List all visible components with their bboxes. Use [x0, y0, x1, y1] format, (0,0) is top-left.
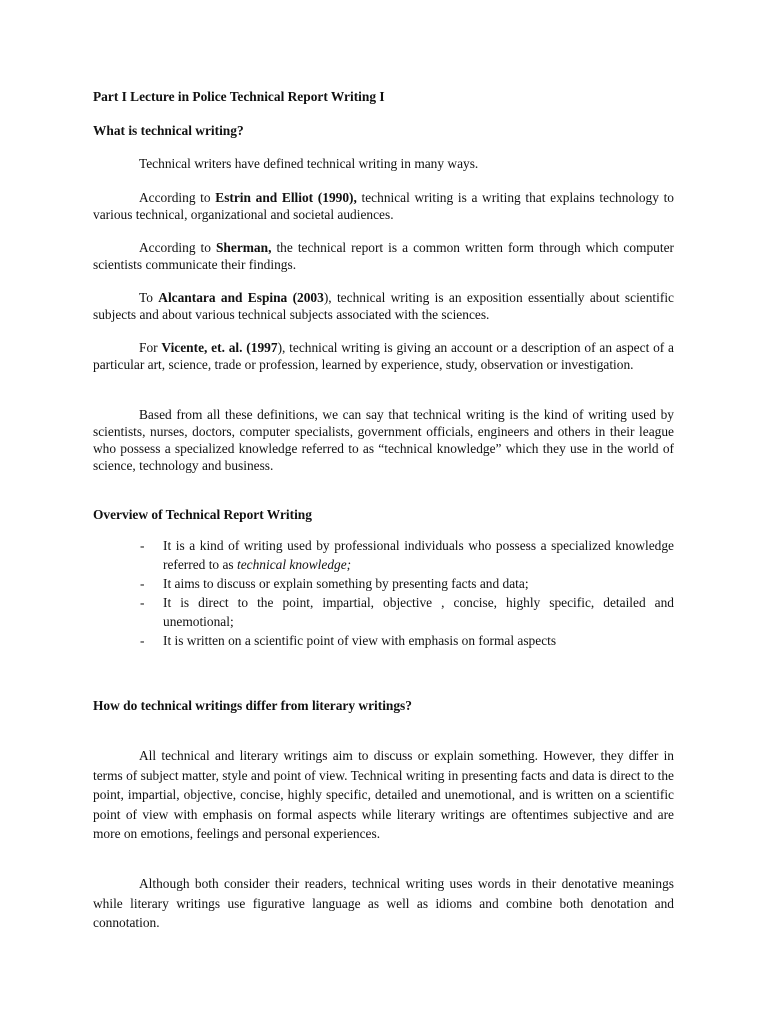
list-item: - It is written on a scientific point of view with emphasis on formal aspects: [140, 633, 557, 648]
section-heading-what-is-technical-writing: What is technical writing?: [93, 123, 244, 138]
definition-alcantara-espina: To Alcantara and Espina (2003), technical writing is an exposition essentially about scientific subjects and about various technical subjects associated with the sciences.: [93, 290, 674, 322]
list-item: - It is direct to the point, impartial, objective , concise, highly specific, detailed and unemotional;: [140, 595, 674, 629]
dash-marker: -: [140, 538, 145, 553]
citation-alcantara-espina: Alcantara and Espina (2003: [158, 290, 324, 305]
readers-paragraph: Although both consider their readers, technical writing uses words in their denotative meanings while literary writings use figurative language as well as idioms and combine both denotation and connotation.: [93, 876, 674, 930]
section-heading-overview: Overview of Technical Report Writing: [93, 507, 312, 522]
definition-sherman: According to Sherman, the technical report is a common written form through which computer scientists communicate their findings.: [93, 240, 674, 272]
dash-marker: -: [140, 576, 145, 591]
list-item: - It is a kind of writing used by professional individuals who possess a specialized knowledge referred to as technical knowledge;: [140, 538, 674, 572]
list-item: - It aims to discuss or explain something by presenting facts and data;: [140, 576, 529, 591]
citation-estrin-elliot: Estrin and Elliot (1990),: [215, 190, 357, 205]
dash-marker: -: [140, 633, 145, 648]
definition-estrin-elliot: According to Estrin and Elliot (1990), technical writing is a writing that explains technology to various technical, organizational and societal audiences.: [93, 190, 675, 222]
summary-paragraph: Based from all these definitions, we can say that technical writing is the kind of writing used by scientists, nurses, doctors, computer specialists, government officials, engineers and others in their league who possess a specialized knowledge referred to as “technical knowledge” which they use in the world of science, technology and business.: [93, 407, 674, 473]
definition-vicente: For Vicente, et. al. (1997), technical writing is giving an account or a description of an aspect of a particular art, science, trade or profession, learned by experience, study, observation or investigation.: [93, 340, 674, 372]
section-heading-differences: How do technical writings differ from literary writings?: [93, 698, 412, 713]
citation-vicente: Vicente, et. al. (1997: [161, 340, 278, 355]
intro-paragraph: Technical writers have defined technical writing in many ways.: [139, 156, 479, 171]
overview-list: [140, 536, 674, 650]
comparison-paragraph: All technical and literary writings aim to discuss or explain something. However, they differ in terms of subject matter, style and point of view. Technical writing in presenting facts and data is direct to the point, impartial, objective, concise, highly specific, detailed and unemotional, and is written on a scientific point of view with emphasis on formal aspects while literary writings are oftentimes subjective and are more on emotions, feelings and personal experiences.: [93, 748, 674, 841]
document-title: Part I Lecture in Police Technical Report Writing I: [93, 89, 385, 104]
dash-marker: -: [140, 595, 145, 610]
citation-sherman: Sherman,: [215, 240, 272, 255]
